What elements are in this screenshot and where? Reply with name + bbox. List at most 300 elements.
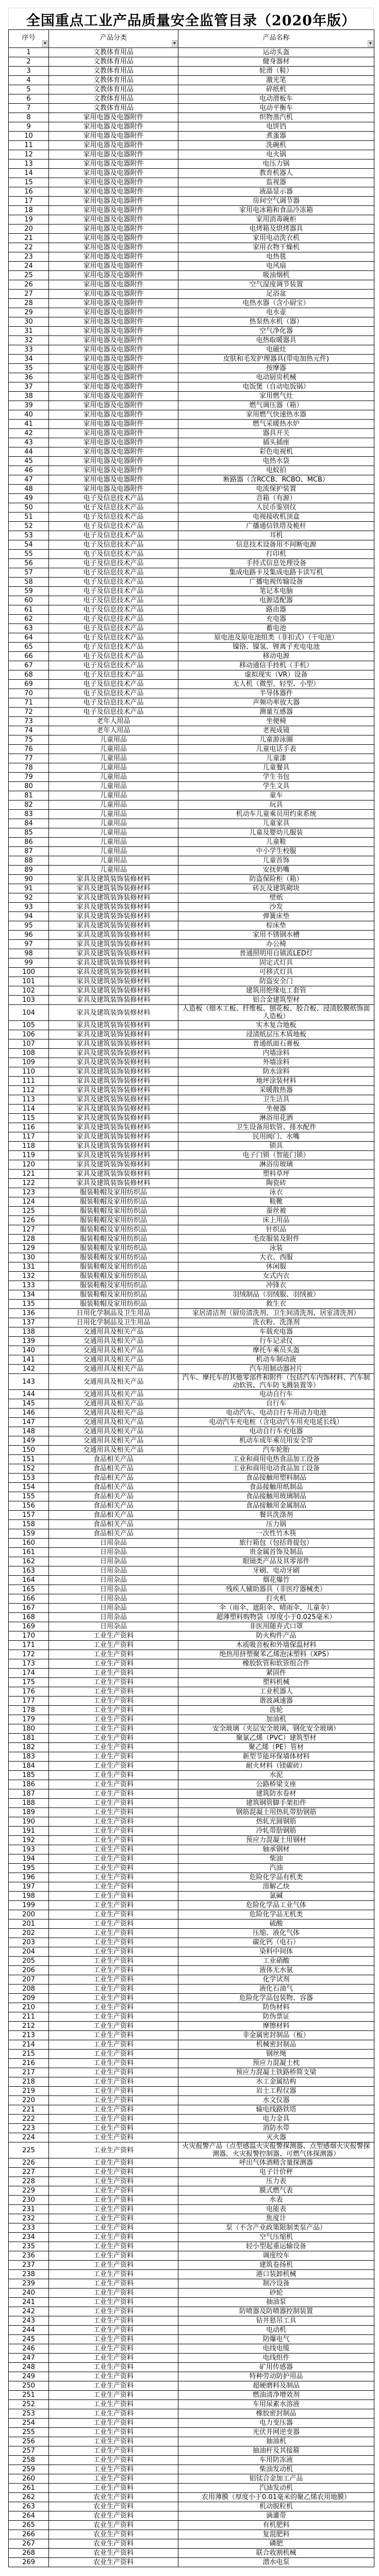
table-row <box>9 2059 374 2068</box>
cell-category: 工业生产资料 <box>49 2381 178 2391</box>
table-row <box>9 2050 374 2059</box>
cell-product-name: 木质吸音板和外墙保温材料 <box>178 1641 374 1650</box>
table-row <box>9 2521 374 2530</box>
cell-category: 工业生产资料 <box>49 2344 178 2354</box>
cell-product-name: 家居清洁剂（厨房清洗剂、卫生间清洗剂、居室清洗剂） <box>178 1309 374 1318</box>
table-row <box>9 1892 374 1901</box>
cell-product-name: 氯碱 <box>178 1892 374 1901</box>
table-row <box>9 2214 374 2223</box>
cell-serial: 186 <box>9 1780 49 1789</box>
table-row <box>9 1706 374 1715</box>
cell-product-name: 防伪材料 <box>178 2003 374 2012</box>
cell-serial: 79 <box>9 773 49 782</box>
cell-category: 服装鞋帽及家用纺织品 <box>49 1300 178 1309</box>
cell-category: 家用电器及电器附件 <box>49 262 178 271</box>
cell-product-name: 玩具 <box>178 801 374 810</box>
cell-product-name: 液化石油气 <box>178 1985 374 1994</box>
cell-product-name: 光伏并网逆变器 <box>178 2428 374 2437</box>
cell-category: 家用电器及电器附件 <box>49 243 178 252</box>
cell-product-name: 笔记本电脑 <box>178 587 374 596</box>
cell-product-name: 伞（雨伞、遮阳伞、晴雨伞、儿童伞） <box>178 1604 374 1613</box>
table-row <box>9 522 374 531</box>
table-row <box>9 1594 374 1604</box>
cell-category: 工业生产资料 <box>49 2124 178 2133</box>
cell-serial: 4 <box>9 76 49 85</box>
table-row <box>9 1039 374 1049</box>
cell-product-name: 工业和商用电热食品加工设备 <box>178 1455 374 1464</box>
cell-serial: 150 <box>9 1446 49 1455</box>
table-row <box>9 2205 374 2214</box>
cell-product-name: 输电线路铁塔 <box>178 2105 374 2115</box>
cell-serial: 149 <box>9 1436 49 1446</box>
cell-product-name: 危险化学品有机类 <box>178 1873 374 1882</box>
cell-product-name: 家用燃气快速热水器 <box>178 410 374 420</box>
filter-dropdown-icon[interactable]: ▼ <box>368 40 373 47</box>
table-row <box>9 735 374 745</box>
table-row <box>9 76 374 85</box>
cell-product-name: 钻井悬吊工具 <box>178 2316 374 2326</box>
cell-category: 家具及建筑装饰装修材料 <box>49 1086 178 1095</box>
table-row <box>9 540 374 550</box>
cell-product-name: 汽车轮胎 <box>178 1446 374 1455</box>
table-row <box>9 2400 374 2409</box>
cell-product-name: 插头插座 <box>178 438 374 447</box>
cell-product-name: 锁具 <box>178 1142 374 1151</box>
table-row <box>9 550 374 559</box>
cell-serial: 246 <box>9 2344 49 2354</box>
cell-serial: 125 <box>9 1207 49 1216</box>
table-row <box>9 1216 374 1225</box>
table-row <box>9 1845 374 1854</box>
cell-serial: 64 <box>9 633 49 643</box>
cell-serial: 251 <box>9 2391 49 2400</box>
cell-category: 工业生产资料 <box>49 2096 178 2105</box>
table-row <box>9 1734 374 1743</box>
cell-serial: 132 <box>9 1272 49 1281</box>
table-row <box>9 2242 374 2251</box>
cell-category: 电子及信息技术产品 <box>49 633 178 643</box>
cell-serial: 136 <box>9 1309 49 1318</box>
table-row <box>9 113 374 122</box>
table-row <box>9 1641 374 1650</box>
cell-product-name: 压力锅 <box>178 1520 374 1529</box>
cell-category: 家具及建筑装饰装修材料 <box>49 986 178 996</box>
cell-serial: 26 <box>9 280 49 290</box>
cell-category: 电子及信息技术产品 <box>49 587 178 596</box>
cell-category: 家具及建筑装饰装修材料 <box>49 1077 178 1086</box>
table-row <box>9 271 374 280</box>
filter-dropdown-icon[interactable]: ▼ <box>42 40 48 47</box>
cell-category: 交通用具及相关产品 <box>49 1327 178 1337</box>
table-row <box>9 2493 374 2502</box>
cell-category: 家用电器及电器附件 <box>49 420 178 429</box>
cell-product-name: 一次性竹木筷 <box>178 1529 374 1539</box>
cell-category: 农业生产资料 <box>49 2521 178 2530</box>
cell-serial: 108 <box>9 1049 49 1058</box>
cell-category: 服装鞋帽及家用纺织品 <box>49 1262 178 1272</box>
cell-serial: 234 <box>9 2233 49 2242</box>
cell-product-name: 防水涂料 <box>178 1067 374 1077</box>
cell-serial: 11 <box>9 141 49 150</box>
cell-category: 日用杂品 <box>49 1594 178 1604</box>
cell-product-name: 充电器 <box>178 615 374 624</box>
cell-product-name: 原电池及原电池组类（非扣式）（干电池） <box>178 633 374 643</box>
table-row <box>9 1244 374 1253</box>
cell-serial: 216 <box>9 2059 49 2068</box>
header-serial <box>9 30 49 48</box>
cell-product-name: 儿童鞋 <box>178 838 374 847</box>
cell-product-name: 彩色电视机 <box>178 447 374 457</box>
cell-product-name: 砂轮 <box>178 2289 374 2298</box>
table-row <box>9 754 374 763</box>
header-category <box>49 30 178 48</box>
cell-product-name: 机动脱粒机 <box>178 2502 374 2511</box>
cell-product-name: 监视器 <box>178 178 374 187</box>
table-row <box>9 1669 374 1678</box>
table-row <box>9 652 374 661</box>
table-row <box>9 605 374 615</box>
cell-product-name: 塑料机械 <box>178 1678 374 1687</box>
table-row <box>9 234 374 243</box>
cell-category: 日用杂品 <box>49 1585 178 1594</box>
cell-category: 日用杂品 <box>49 1548 178 1557</box>
cell-category: 工业生产资料 <box>49 2354 178 2363</box>
cell-serial: 178 <box>9 1706 49 1715</box>
cell-serial: 196 <box>9 1873 49 1882</box>
cell-serial: 32 <box>9 336 49 345</box>
cell-serial: 163 <box>9 1566 49 1576</box>
table-row <box>9 531 374 540</box>
table-row <box>9 1511 374 1520</box>
cell-category: 工业生产资料 <box>49 1910 178 1919</box>
table-row <box>9 1566 374 1576</box>
cell-serial: 14 <box>9 169 49 178</box>
cell-product-name: 家用燃气灶 <box>178 392 374 401</box>
cell-serial: 267 <box>9 2539 49 2549</box>
cell-category: 家用电器及电器附件 <box>49 317 178 327</box>
cell-serial: 81 <box>9 791 49 801</box>
cell-category: 服装鞋帽及家用纺织品 <box>49 1281 178 1290</box>
table-row <box>9 596 374 605</box>
cell-product-name: 危险化学品包装物、容器 <box>178 1994 374 2003</box>
cell-product-name: 电动滑板车 <box>178 94 374 104</box>
cell-serial: 200 <box>9 1910 49 1919</box>
table-row <box>9 1743 374 1752</box>
cell-serial: 140 <box>9 1346 49 1355</box>
cell-category: 交通用具及相关产品 <box>49 1436 178 1446</box>
cell-product-name: 坐便器 <box>178 1105 374 1114</box>
cell-serial: 248 <box>9 2363 49 2372</box>
cell-product-name: 煮蛋器 <box>178 132 374 141</box>
cell-serial: 34 <box>9 355 49 364</box>
cell-serial: 57 <box>9 568 49 578</box>
cell-category: 文教体育用品 <box>49 67 178 76</box>
cell-category: 老年人用品 <box>49 717 178 726</box>
cell-product-name: 电蚊拍 <box>178 466 374 475</box>
cell-serial: 8 <box>9 113 49 122</box>
cell-category: 工业生产资料 <box>49 2050 178 2059</box>
cell-category: 电子及信息技术产品 <box>49 615 178 624</box>
cell-category: 电子及信息技术产品 <box>49 680 178 689</box>
cell-serial: 23 <box>9 252 49 262</box>
cell-product-name: 广播通信铁塔及桅杆 <box>178 522 374 531</box>
table-row <box>9 1576 374 1585</box>
cell-serial: 131 <box>9 1262 49 1272</box>
table-row <box>9 977 374 986</box>
table-row <box>9 345 374 355</box>
cell-serial: 179 <box>9 1715 49 1724</box>
cell-serial: 2 <box>9 57 49 67</box>
table-row <box>9 931 374 940</box>
cell-product-name: 膜式燃气表 <box>178 2186 374 2196</box>
table-row <box>9 1151 374 1160</box>
table-row <box>9 2142 374 2158</box>
cell-category: 工业生产资料 <box>49 1780 178 1789</box>
cell-serial: 47 <box>9 475 49 485</box>
table-row <box>9 949 374 958</box>
cell-product-name: 水文仪器 <box>178 2096 374 2105</box>
table-row <box>9 856 374 866</box>
cell-serial: 56 <box>9 559 49 568</box>
table-row <box>9 1170 374 1179</box>
cell-category: 工业生产资料 <box>49 2428 178 2437</box>
cell-product-name: 打火机 <box>178 1594 374 1604</box>
cell-serial: 69 <box>9 680 49 689</box>
cell-serial: 155 <box>9 1492 49 1501</box>
table-row <box>9 968 374 977</box>
cell-category: 交通用具及相关产品 <box>49 1346 178 1355</box>
cell-product-name: 电线电缆 <box>178 2344 374 2354</box>
cell-product-name: 岩土工程仪器 <box>178 2087 374 2096</box>
cell-category: 工业生产资料 <box>49 2196 178 2205</box>
cell-category: 工业生产资料 <box>49 1762 178 1771</box>
cell-category: 家用电器及电器附件 <box>49 401 178 410</box>
cell-serial: 194 <box>9 1854 49 1864</box>
cell-product-name: 电烤箱及烘烤器具 <box>178 225 374 234</box>
table-row <box>9 1659 374 1669</box>
cell-product-name: 器具开关 <box>178 429 374 438</box>
table-row <box>9 1309 374 1318</box>
cell-category: 服装鞋帽及家用纺织品 <box>49 1272 178 1281</box>
cell-category: 服装鞋帽及家用纺织品 <box>49 1225 178 1235</box>
cell-product-name: 铝钛合金加工产品 <box>178 2474 374 2484</box>
cell-category: 儿童用品 <box>49 819 178 828</box>
cell-serial: 90 <box>9 875 49 884</box>
cell-serial: 254 <box>9 2419 49 2428</box>
cell-category: 工业生产资料 <box>49 2279 178 2289</box>
cell-category: 食品相关产品 <box>49 1492 178 1501</box>
cell-category: 工业生产资料 <box>49 2391 178 2400</box>
table-row <box>9 819 374 828</box>
header-label: 序号 <box>22 34 36 42</box>
cell-category: 家用电器及电器附件 <box>49 150 178 159</box>
cell-serial: 226 <box>9 2158 49 2168</box>
cell-product-name: 洗碗机 <box>178 141 374 150</box>
cell-serial: 37 <box>9 382 49 392</box>
cell-serial: 198 <box>9 1892 49 1901</box>
cell-product-name: 建筑用绝缘电工套管 <box>178 986 374 996</box>
table-row <box>9 1077 374 1086</box>
table-row <box>9 1975 374 1985</box>
cell-product-name: 有机肥料 <box>178 2521 374 2530</box>
cell-serial: 193 <box>9 1845 49 1854</box>
table-row <box>9 2316 374 2326</box>
cell-product-name: 陶瓷砖 <box>178 1179 374 1188</box>
cell-category: 工业生产资料 <box>49 1919 178 1929</box>
cell-product-name: 洗衣粉、洗涤剂 <box>178 1318 374 1327</box>
cell-serial: 6 <box>9 94 49 104</box>
cell-product-name: 防爆电气 <box>178 2335 374 2344</box>
cell-category: 工业生产资料 <box>49 1854 178 1864</box>
table-row <box>9 401 374 410</box>
table-row <box>9 336 374 345</box>
cell-serial: 67 <box>9 661 49 670</box>
cell-category: 家用电器及电器附件 <box>49 308 178 317</box>
cell-product-name: 织物蒸汽机 <box>178 113 374 122</box>
table-row <box>9 1557 374 1566</box>
cell-product-name: 电视接收机顶盒 <box>178 513 374 522</box>
table-row <box>9 2077 374 2087</box>
cell-serial: 220 <box>9 2096 49 2105</box>
cell-product-name: 家用消毒碗柜 <box>178 215 374 225</box>
cell-category: 工业生产资料 <box>49 2456 178 2465</box>
table-row <box>9 1114 374 1123</box>
cell-category: 农业生产资料 <box>49 2558 178 2567</box>
cell-category: 家用电器及电器附件 <box>49 252 178 262</box>
table-row <box>9 94 374 104</box>
cell-category: 交通用具及相关产品 <box>49 1355 178 1365</box>
cell-serial: 95 <box>9 921 49 931</box>
table-row <box>9 2261 374 2270</box>
cell-serial: 113 <box>9 1095 49 1105</box>
cell-serial: 269 <box>9 2558 49 2567</box>
table-row <box>9 327 374 336</box>
cell-product-name: 电线组件 <box>178 2354 374 2363</box>
cell-category: 家用电器及电器附件 <box>49 280 178 290</box>
cell-product-name: 吸油烟机 <box>178 271 374 280</box>
cell-category: 工业生产资料 <box>49 2040 178 2050</box>
table-row <box>9 1123 374 1132</box>
cell-category: 家用电器及电器附件 <box>49 132 178 141</box>
cell-product-name: 办公椅 <box>178 940 374 949</box>
cell-product-name: 加油机 <box>178 1715 374 1724</box>
cell-product-name: 防盗保险柜（箱） <box>178 875 374 884</box>
cell-serial: 142 <box>9 1365 49 1374</box>
cell-serial: 253 <box>9 2409 49 2419</box>
cell-serial: 223 <box>9 2124 49 2133</box>
table-row <box>9 1947 374 1957</box>
cell-category: 家用电器及电器附件 <box>49 197 178 206</box>
table-row <box>9 2372 374 2381</box>
cell-serial: 172 <box>9 1650 49 1659</box>
cell-category: 日用杂品 <box>49 1622 178 1631</box>
cell-category: 工业生产资料 <box>49 2186 178 2196</box>
cell-serial: 76 <box>9 745 49 754</box>
cell-product-name: 安全玻璃（夹层安全玻璃、钢化安全玻璃） <box>178 1724 374 1734</box>
cell-product-name: 沙发 <box>178 903 374 912</box>
table-row <box>9 1095 374 1105</box>
table-row <box>9 2233 374 2242</box>
table-row <box>9 122 374 132</box>
cell-product-name: 复混肥料 <box>178 2530 374 2539</box>
cell-category: 工业生产资料 <box>49 2142 178 2158</box>
cell-category: 家用电器及电器附件 <box>49 113 178 122</box>
cell-category: 家用电器及电器附件 <box>49 271 178 280</box>
cell-product-name: 激光笔 <box>178 76 374 85</box>
cell-product-name: 健身器材 <box>178 57 374 67</box>
cell-product-name: 机动车制动液 <box>178 1355 374 1365</box>
cell-category: 家用电器及电器附件 <box>49 290 178 299</box>
cell-serial: 135 <box>9 1300 49 1309</box>
table-row <box>9 921 374 931</box>
cell-serial: 65 <box>9 643 49 652</box>
cell-serial: 162 <box>9 1557 49 1566</box>
cell-category: 工业生产资料 <box>49 1985 178 1994</box>
table-row <box>9 1446 374 1455</box>
cell-serial: 60 <box>9 596 49 605</box>
cell-serial: 143 <box>9 1374 49 1390</box>
cell-serial: 112 <box>9 1086 49 1095</box>
cell-product-name: 儿童及婴幼儿服装 <box>178 828 374 838</box>
table-row <box>9 2133 374 2142</box>
table-row <box>9 1994 374 2003</box>
cell-category: 家具及建筑装饰装修材料 <box>49 893 178 903</box>
cell-serial: 217 <box>9 2068 49 2077</box>
cell-product-name: 机动车成年乘员用安全带 <box>178 1436 374 1446</box>
cell-product-name: 食品接触用纸制品 <box>178 1483 374 1492</box>
cell-serial: 121 <box>9 1170 49 1179</box>
table-row <box>9 1058 374 1067</box>
table-row <box>9 1418 374 1427</box>
cell-category: 电子及信息技术产品 <box>49 643 178 652</box>
cell-category: 家具及建筑装饰装修材料 <box>49 996 178 1005</box>
cell-category: 工业生产资料 <box>49 1771 178 1780</box>
cell-serial: 83 <box>9 810 49 819</box>
table-row <box>9 2186 374 2196</box>
cell-category: 工业生产资料 <box>49 1836 178 1845</box>
cell-category: 日用杂品 <box>49 1566 178 1576</box>
cell-product-name: 烟花爆竹 <box>178 1576 374 1585</box>
table-row <box>9 2381 374 2391</box>
cell-category: 工业生产资料 <box>49 1752 178 1762</box>
table-row <box>9 1539 374 1548</box>
cell-product-name: 超硬磨料及制品 <box>178 2381 374 2391</box>
cell-category: 工业生产资料 <box>49 1743 178 1752</box>
cell-category: 儿童用品 <box>49 745 178 754</box>
table-row <box>9 708 374 717</box>
cell-serial: 71 <box>9 698 49 708</box>
cell-category: 工业生产资料 <box>49 1715 178 1724</box>
cell-product-name: 电力变压器 <box>178 2419 374 2428</box>
table-row <box>9 1919 374 1929</box>
filter-dropdown-icon[interactable]: ▼ <box>172 40 177 47</box>
table-row <box>9 2419 374 2428</box>
cell-product-name: 聚乙烯（PE）管材 <box>178 1743 374 1752</box>
cell-product-name: 车载充电器 <box>178 1327 374 1337</box>
cell-product-name: 儿童漆 <box>178 754 374 763</box>
table-row <box>9 2279 374 2289</box>
cell-product-name: 家用电动洗衣机 <box>178 234 374 243</box>
table-row <box>9 661 374 670</box>
table-row <box>9 1207 374 1216</box>
table-row <box>9 1873 374 1882</box>
cell-category: 工业生产资料 <box>49 2335 178 2344</box>
cell-product-name: 磷肥 <box>178 2539 374 2549</box>
cell-product-name: 燃气采暖热水炉 <box>178 420 374 429</box>
table-row <box>9 1520 374 1529</box>
cell-product-name: 建筑卷扬机 <box>178 2261 374 2270</box>
cell-product-name: 超薄塑料购物袋（厚度小于0.025毫米） <box>178 1613 374 1622</box>
